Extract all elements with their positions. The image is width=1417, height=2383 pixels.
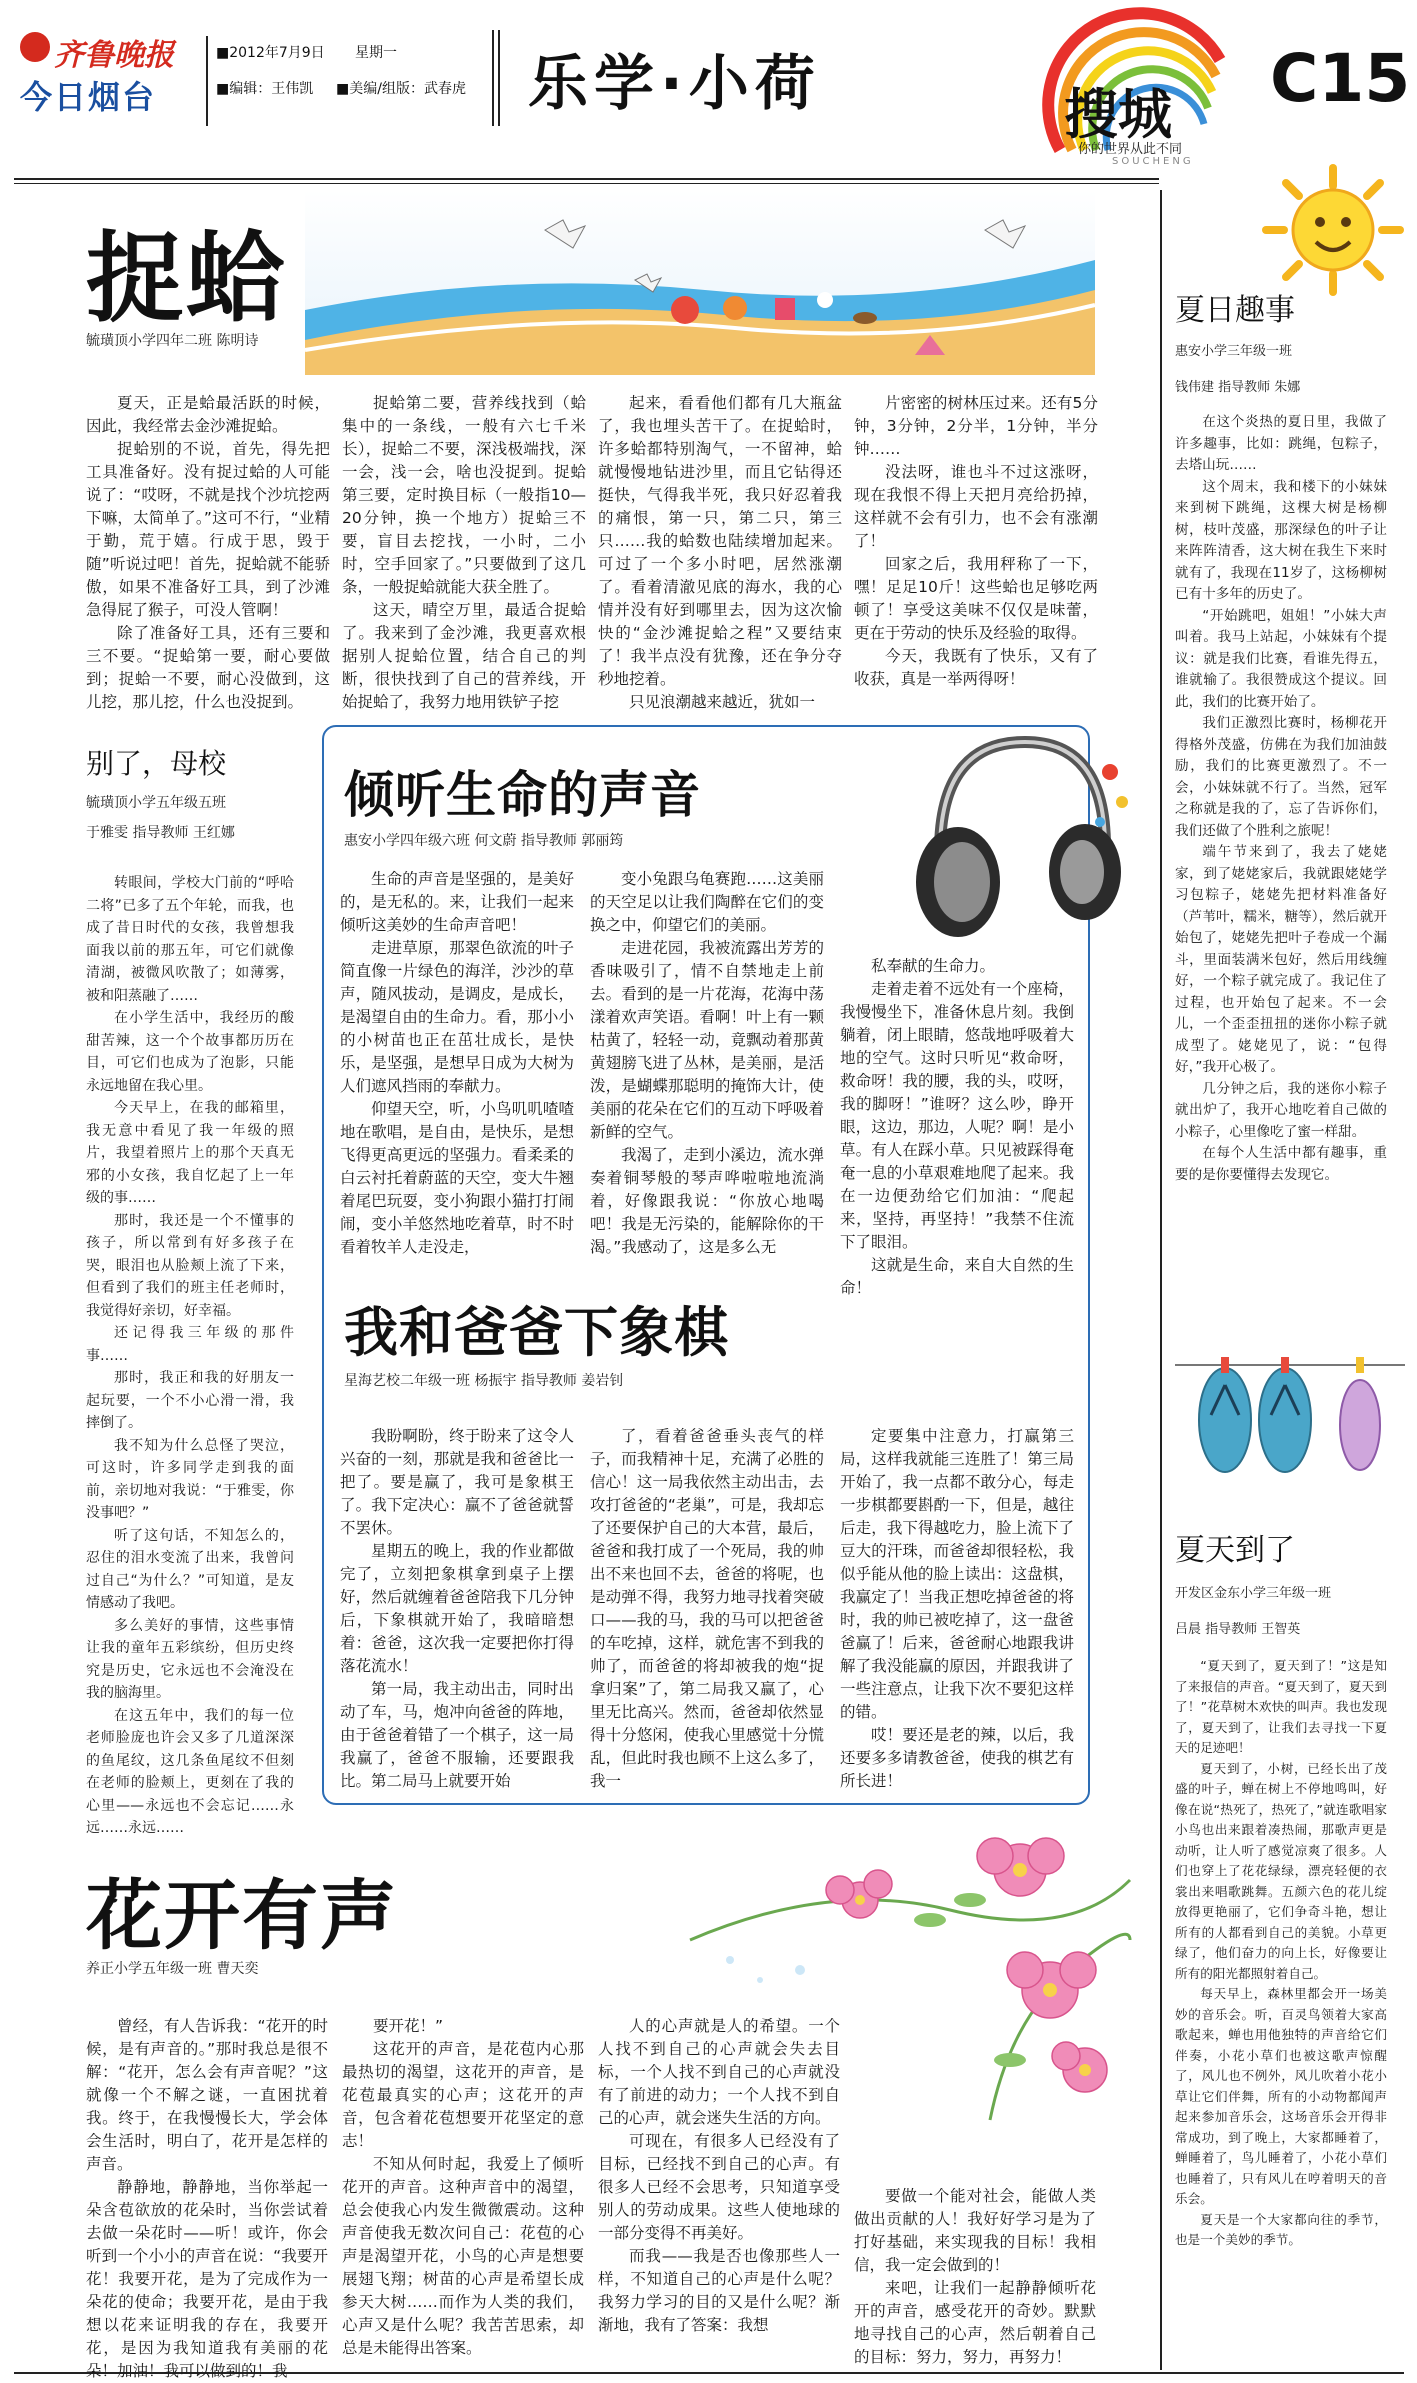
brand-name: 搜城	[1064, 83, 1172, 146]
article-column	[854, 392, 1098, 692]
article-column	[340, 868, 574, 1256]
header-rule	[14, 183, 1159, 184]
paragraph: 片密密的树林压过来。还有5分钟，3分钟，2分半，1分钟，半分钟……	[854, 394, 1098, 458]
newspaper-logo	[20, 32, 50, 62]
paragraph: 那时，我正和我的好朋友一起玩要，一个不小心滑一滑，我摔倒了。	[86, 1370, 294, 1431]
paragraph: 这个周末，我和楼下的小妹妹来到树下跳绳，这棵大树是杨柳树，枝叶茂盛，那深绿色的叶子让来阵阵清香，这大树在我生下来时就有了，我现在11岁了，这杨柳树已有十多年的历史了。	[1175, 478, 1387, 602]
article-title: 我和爸爸下象棋	[344, 1300, 729, 1364]
article-byline: 毓璜顶小学五年级五班	[86, 795, 226, 811]
paragraph: 除了准备好工具，还有三要和三不要。“捉蛤第一要，耐心要做到；捉蛤一不要，耐心没做到，这儿挖，那儿挖，什么也没捉到。	[86, 624, 330, 711]
paragraph: 这天，晴空万里，最适合捉蛤了。我来到了金沙滩，我更喜欢根据别人捉蛤位置，结合自己的判断，很快找到了自己的营养线，开始捉蛤了，我努力地用铁铲子挖	[342, 601, 586, 711]
article-title: 夏日趣事	[1175, 293, 1295, 328]
article-column	[590, 868, 824, 1256]
paragraph: 静静地，静静地，当你举起一朵含苞欲放的花朵时，当你尝试着去做一朵花时——听！或许，你会听到一个小小的声音在说：“我要开花！我要开花，是为了完成作为一朵花的使命；我要开花，是由于我想以花来证明我的存在，我要开花，是因为我知道我有美丽的花朵！加油！我可以做到的！我	[86, 2178, 328, 2380]
header-divider	[498, 30, 500, 126]
paragraph: 星期五的晚上，我的作业都做完了，立刻把象棋拿到桌子上摆好，然后就缠着爸爸陪我下几分钟后，下象棋就开始了，我暗暗想着：爸爸，这次我一定要把你打得落花流水！	[340, 1542, 574, 1675]
paragraph: 而我——我是否也像那些人一样，不知道自己的心声是什么呢？我努力学习的目的又是什么呢？渐渐地，我有了答案：我想	[598, 2247, 840, 2334]
paragraph: 夏天到了，小树，已经长出了茂盛的叶子，蝉在树上不停地鸣叫，好像在说“热死了，热死了，”就连歌唱家小鸟也出来跟着凑热闹，那歌声更是动听，让人听了感觉凉爽了很多。人们也穿上了花花绿绿，漂亮轻便的衣裳出来唱歌跳舞。五颜六色的花儿绽放得更艳丽了，它们争奇斗艳，想让所有的人都看到自己的美貌。小草更绿了，他们奋力的向上长，好像要让所有的阳光都照射着自己。	[1175, 1760, 1387, 1981]
header-divider	[206, 36, 208, 126]
article-column	[86, 872, 294, 1836]
paragraph: 走进花园，我被流露出芳芳的香味吸引了，情不自禁地走上前去。看到的是一片花海，花海中荡漾着欢声笑语。看啊！叶上有一颗枯黄了，轻轻一动，竟飘动着那黄黄翅膀飞进了丛林，是美丽，是活泼，是蝴蝶那聪明的掩饰大计，使美丽的花朵在它们的互动下呼吸着新鲜的空气。	[590, 939, 824, 1141]
masthead	[14, 28, 204, 128]
beach-illustration	[305, 190, 1095, 375]
paper-name: 齐鲁晚报	[54, 38, 174, 73]
paragraph: 生命的声音是坚强的，是美好的，是无私的。来，让我们一起来倾听这美妙的生命声音吧！	[340, 870, 574, 934]
paragraph: 要开花！”	[373, 2017, 444, 2035]
sun-illustration	[1258, 160, 1408, 300]
issue-date: ■2012年7月9日	[216, 45, 325, 61]
designer-credit: ■美编/组版：武春虎	[336, 81, 466, 97]
article-byline: 钱伟建 指导教师 朱娜	[1175, 380, 1301, 395]
paragraph: 听了这句话，不知怎么的，忍住的泪水变流了出来，我曾问过自己“为什么？”可知道，是友情感动了我吧。	[86, 1527, 294, 1611]
section-title: 乐学·小荷	[528, 49, 821, 119]
paragraph: 这花开的声音，是花苞内心那最热切的渴望，这花开的声音，是花苞最真实的心声；这花开的声音，包含着花苞想要开花坚定的意志！	[342, 2040, 584, 2150]
paragraph: 在这五年中，我们的每一位老师脸庞也许会又多了几道深深的鱼尾纹，这几条鱼尾纹不但刻在老师的脸颊上，更刻在了我的心里——永远也不会忘记……永远……永远……	[86, 1707, 294, 1836]
paragraph: 夏天，正是蛤最活跃的时候，因此，我经常去金沙滩捉蛤。	[86, 394, 330, 435]
article-column	[342, 392, 586, 711]
article-column	[340, 1425, 574, 1793]
article-byline: 吕晨 指导教师 王智英	[1175, 1622, 1301, 1637]
paragraph: 还记得我三年级的那件事……	[86, 1325, 294, 1364]
paragraph: 变小兔跟乌龟赛跑……这美丽的天空足以让我们陶醉在它们的变换之中，仰望它们的美丽。	[590, 870, 824, 934]
paragraph: 只见浪潮越来越近，犹如一	[629, 693, 816, 711]
article-title: 别了，母校	[86, 747, 227, 780]
article-column	[86, 2015, 328, 2380]
edition-name: 今日烟台	[20, 78, 157, 116]
paragraph: 我渴了，走到小溪边，流水弹奏着铜琴般的琴声哗啦啦地流淌着，好像跟我说：“你放心地喝吧！我是无污染的，能解除你的干渴。”我感动了，这是多么无	[590, 1146, 824, 1256]
paragraph: 可现在，有很多人已经没有了目标，已经找不到自己的心声。有很多人已经不会思考，只知道享受别人的劳动成果。这些人使地球的一部分变得不再美好。	[598, 2132, 840, 2242]
paragraph: 捉蛤别的不说，首先，得先把工具准备好。没有捉过蛤的人可能说了：“哎呀，不就是找个沙坑挖两下嘛，太简单了。”这可不行，“业精于勤，荒于嬉。行成于思，毁于随”听说过吧！首先，捉蛤就不能骄傲，如果不准备好工具，到了沙滩急得屁了猴子，可没人管啊！	[86, 440, 330, 619]
paragraph: 夏天是一个大家都向往的季节，也是一个美妙的季节。	[1175, 2211, 1387, 2247]
brand-english: SOUCHENG	[1112, 156, 1194, 167]
paragraph: 没法呀，谁也斗不过这涨呀，现在我恨不得上天把月亮给扔掉，这样就不会有引力，也不会有涨潮了！	[854, 463, 1098, 550]
paragraph: 在每个人生活中都有趣事，重要的是你要懂得去发现它。	[1175, 1145, 1387, 1183]
paragraph: 仰望天空，听，小鸟叽叽喳喳地在歌唱，是自由，是快乐，是想飞得更高更远的坚强力。看柔柔的白云衬托着蔚蓝的天空，变大牛翘着尾巴玩耍，变小狗跟小猫打打闹闹，变小羊悠然地吃着草，时不时看着牧羊人走没走，	[340, 1100, 574, 1256]
paragraph: 了，看着爸爸垂头丧气的样子，而我精神十足，充满了必胜的信心！这一局我依然主动出击，去攻打爸爸的“老巢”，可是，我却忘了还要保护自己的大本营，最后，爸爸和我打成了一个死局，我的帅出不来也回不去，爸爸的将呢，也是动弹不得，我努力地寻找着突破口——我的马，我的马可以把爸爸的车吃掉，这样，就危害不到我的帅了，而爸爸的将却被我的炮“捉拿归案”了，第二局我又赢了，心里无比高兴。然而，爸爸却依然显得十分悠闲，使我心里感觉十分慌乱，但此时我也顾不上这么多了，我一	[590, 1427, 824, 1790]
article-title: 倾听生命的声音	[344, 765, 701, 824]
issue-weekday: 星期一	[355, 45, 397, 61]
paragraph: 定要集中注意力，打赢第三局，这样我就能三连胜了！第三局开始了，我一点都不敢分心，每走一步棋都要斟酌一下，但是，越往后走，我下得越吃力，脸上流下了豆大的汗珠，而爸爸却很轻松，我似乎能从他的脸上读出：这盘棋，我赢定了！当我正想吃掉爸爸的将时，我的帅已被吃掉了，这一盘爸爸赢了！后来，爸爸耐心地跟我讲解了我没能赢的原因，并跟我讲了一些注意点，让我下次不要犯这样的错。	[840, 1427, 1074, 1721]
article-column	[342, 2015, 584, 2365]
paragraph: 多么美好的事情，这些事情让我的童年五彩缤纷，但历史终究是历史，它永远也不会淹没在我的脑海里。	[86, 1617, 294, 1701]
paragraph: “夏天到了，夏天到了！”这是知了来报信的声音。“夏天到了，夏天到了！”花草树木欢快的叫声。我也发现了，夏天到了，让我们去寻找一下夏天的足迹吧！	[1175, 1658, 1387, 1755]
editor-credit: ■编辑：王伟凯	[216, 81, 314, 97]
paragraph: 几分钟之后，我的迷你小粽子就出炉了，我开心地吃着自己做的小粽子，心里像吃了蜜一样甜。	[1175, 1080, 1387, 1140]
article-byline: 惠安小学四年级六班 何文蔚 指导教师 郭丽筠	[344, 833, 624, 849]
headphones-illustration	[900, 712, 1140, 952]
paragraph: “开始跳吧，姐姐！”小妹大声叫着。我马上站起，小妹妹有个提议：就是我们比赛，看谁先得五，谁就输了。我很赞成这个提议。回此，我们的比赛开始了。	[1175, 607, 1387, 710]
header-divider	[492, 30, 494, 126]
paragraph: 我们正激烈比赛时，杨柳花开得格外茂盛，仿佛在为我们加油鼓励，我们的比赛更激烈了。不一会，小妹妹就不行了。当然，冠军之称就是我的了，忘了告诉你们，我们还做了个胜利之旅呢！	[1175, 715, 1387, 839]
article-column	[840, 955, 1074, 1297]
article-title: 花开有声	[86, 1871, 398, 1960]
paragraph: 要做一个能对社会，能做人类做出贡献的人！我好好学习是为了打好基础，来实现我的目标！我相信，我一定会做到的！	[854, 2187, 1096, 2274]
article-byline: 毓璜顶小学四年二班 陈明诗	[86, 333, 259, 349]
article-byline: 开发区金东小学三年级一班	[1175, 1586, 1332, 1601]
paragraph: 人的心声就是人的希望。一个人找不到自己的心声就会失去目标，一个人找不到自己的心声就没有了前进的动力；一个人找不到自己的心声，就会迷失生活的方向。	[598, 2017, 840, 2127]
article-column	[1175, 1656, 1387, 2366]
paragraph: 在小学生活中，我经历的酸甜苦辣，这一个个故事都历历在目，可它们也成为了泡影，只能永远地留在我心里。	[86, 1010, 294, 1094]
paragraph: 来吧，让我们一起静静倾听花开的声音，感受花开的奇妙。默默地寻找自己的心声，然后朝着自己的目标：努力，努力，再努力！	[854, 2279, 1096, 2366]
article-byline: 惠安小学三年级一班	[1175, 344, 1293, 359]
article-column	[854, 2185, 1096, 2365]
paragraph: 曾经，有人告诉我：“花开的时候，是有声音的。”那时我总是很不解：“花开，怎么会有声音呢？”这就像一个不解之谜，一直困扰着我。终于，在我慢慢长大，学会体会生活时，明白了，花开是怎样的声音。	[86, 2017, 328, 2173]
paragraph: 哎！要还是老的辣，以后，我还要多多请教爸爸，使我的棋艺有所长进！	[840, 1726, 1074, 1790]
article-column	[590, 1425, 824, 1793]
paragraph: 我不知为什么总怪了哭泣，可这时，许多同学走到我的面前，亲切地对我说：“于雅雯，你没事吧？”	[86, 1437, 294, 1521]
paragraph: 这就是生命，来自大自然的生命！	[840, 1256, 1074, 1297]
paragraph: 第一局，我主动出击，同时出动了车，马，炮冲向爸爸的阵地，由于爸爸着错了一个棋子，这一局我赢了，爸爸不服输，还要跟我比。第二局马上就要开始	[340, 1680, 574, 1790]
article-byline: 星海艺校二年级一班 杨振宇 指导教师 姜岩钊	[344, 1373, 624, 1389]
article-byline: 养正小学五年级一班 曹天奕	[86, 1961, 259, 1977]
paragraph: 端午节来到了，我去了姥姥家，到了姥姥家后，我就跟姥姥学习包粽子，姥姥先把材料准备好（芦苇叶，糯米，糖等），然后就开始包了，姥姥先把叶子卷成一个漏斗，里面装满米包好，然后用线缠好，一个粽子就完成了。我记住了过程，也开始包了起来。不一会儿，一个歪歪扭扭的迷你小粽子就成型了。姥姥见了，说：“包得好，”我开心极了。	[1175, 844, 1387, 1075]
article-column	[86, 392, 330, 711]
paragraph: 回家之后，我用秤称了一下，嘿！足足10斤！这些蛤也足够吃两顿了！享受这美味不仅仅是味蕾，更在于劳动的快乐及经验的取得。	[854, 555, 1098, 642]
paragraph: 不知从何时起，我爱上了倾听花开的声音。这种声音中的渴望，总会使我心内发生微微震动。这种声音使我无数次问自己：花苞的心声是渴望开花，小鸟的心声是想要展翅飞翔；树苗的心声是希望长成参天大树……而作为人类的我们，心声又是什么呢？我苦苦思索，却总是未能得出答案。	[342, 2155, 584, 2357]
article-column	[840, 1425, 1074, 1793]
paragraph: 每天早上，森林里都会开一场美妙的音乐会。听，百灵鸟领着大家高歌起来，蝉也用他独特的声音给它们伴奏，小花小草们也被这歌声惊醒了，风儿也不例外，风儿吹着小花小草让它们伴舞，所有的小动物都闻声起来参加音乐会，这场音乐会开得非常成功，到了晚上，大家都睡着了，蝉睡着了，鸟儿睡着了，小花小草们也睡着了，只有风儿在哼着明天的音乐会。	[1175, 1986, 1387, 2206]
column-rule	[1160, 190, 1162, 2370]
paragraph: 私奉献的生命力。	[871, 957, 996, 975]
page-number: C15	[1270, 40, 1411, 117]
paragraph: 我盼啊盼，终于盼来了这令人兴奋的一刻，那就是我和爸爸比一把了。要是赢了，我可是象棋王了。我下定决心：赢不了爸爸就誓不罢休。	[340, 1427, 574, 1537]
paragraph: 走进草原，那翠色欲流的叶子简直像一片绿色的海洋，沙沙的草声，随风拔动，是调皮，是成长，是渴望自由的生命力。看，那小小的小树苗也正在茁壮成长，是快乐，是坚强，是想早日成为大树为人们遮风挡雨的奉献力。	[340, 939, 574, 1095]
header-rule	[14, 178, 1159, 180]
article-title: 捉蛤	[86, 221, 287, 336]
article-title: 夏天到了	[1175, 1533, 1295, 1568]
article-byline: 于雅雯 指导教师 王红娜	[86, 825, 235, 841]
paragraph: 捉蛤第二要，营养线找到（蛤集中的一条线，一般有六七千米长），捉蛤二不要，深浅极端找，深一会，浅一会，啥也没捉到。捉蛤第三要，定时换目标（一般指10—20分钟，换一个地方）捉蛤三不要，盲目去挖找，一小时，二小时，空手回家了。”只要做到了这几条，一般捉蛤就能大获全胜了。	[342, 394, 586, 596]
paragraph: 今天，我既有了快乐，又有了收获，真是一举两得呀！	[854, 647, 1098, 688]
flipflops-illustration	[1175, 1345, 1405, 1485]
paragraph: 走着走着不远处有一个座椅，我慢慢坐下，准备休息片刻。我倒躺着，闭上眼睛，悠哉地呼吸着大地的空气。这时只听见“救命呀，救命呀！我的腰，我的头，哎呀，我的脚呀！”谁呀？这么吵，睁开眼，这边，那边，人呢？啊！是小草。有人在踩小草。只见被踩得奄奄一息的小草艰难地爬了起来。我在一边便劲给它们加油：“爬起来，坚持，再坚持！”我禁不住流下了眼泪。	[840, 980, 1074, 1251]
paragraph: 今天早上，在我的邮箱里，我无意中看见了我一年级的照片，我望着照片上的那个天真无邪的小女孩，我自忆起了上一年级的事……	[86, 1100, 294, 1206]
paragraph: 转眼间，学校大门前的“呼哈二将”已多了五个年轮，而我，也成了昔日时代的女孩，我曾想我面我以前的那五年，可它们就像清湖，被微风吹散了；如薄雾，被和阳蒸融了……	[86, 875, 294, 1004]
brand-slogan: 你的世界从此不同	[1078, 142, 1183, 157]
paragraph: 那时，我还是一个不懂事的孩子，所以常到有好多孩子在哭，眼泪也从脸颊上流了下来，但看到了我们的班主任老师时，我觉得好亲切，好幸福。	[86, 1212, 294, 1319]
article-column	[598, 392, 842, 711]
paragraph: 在这个炎热的夏日里，我做了许多趣事，比如：跳绳，包粽子，去塔山玩……	[1175, 414, 1387, 473]
article-column	[598, 2015, 840, 2365]
paragraph: 起来，看看他们都有几大瓶盆了，我也埋头苦干了。在捉蛤时，许多蛤都特别淘气，一不留神，蛤就慢慢地钻进沙里，而且它钻得还挺快，气得我半死，我只好忍着我的痛恨，第一只，第二只，第三只……我的蛤数也陆续增加起来。可过了一个多小时吧，居然涨潮了。看着清澈见底的海水，我的心情并没有好到哪里去，因为这次愉快的“金沙滩捉蛤之程”又要结束了！我半点没有犹豫，还在争分夺秒地挖着。	[598, 394, 842, 688]
